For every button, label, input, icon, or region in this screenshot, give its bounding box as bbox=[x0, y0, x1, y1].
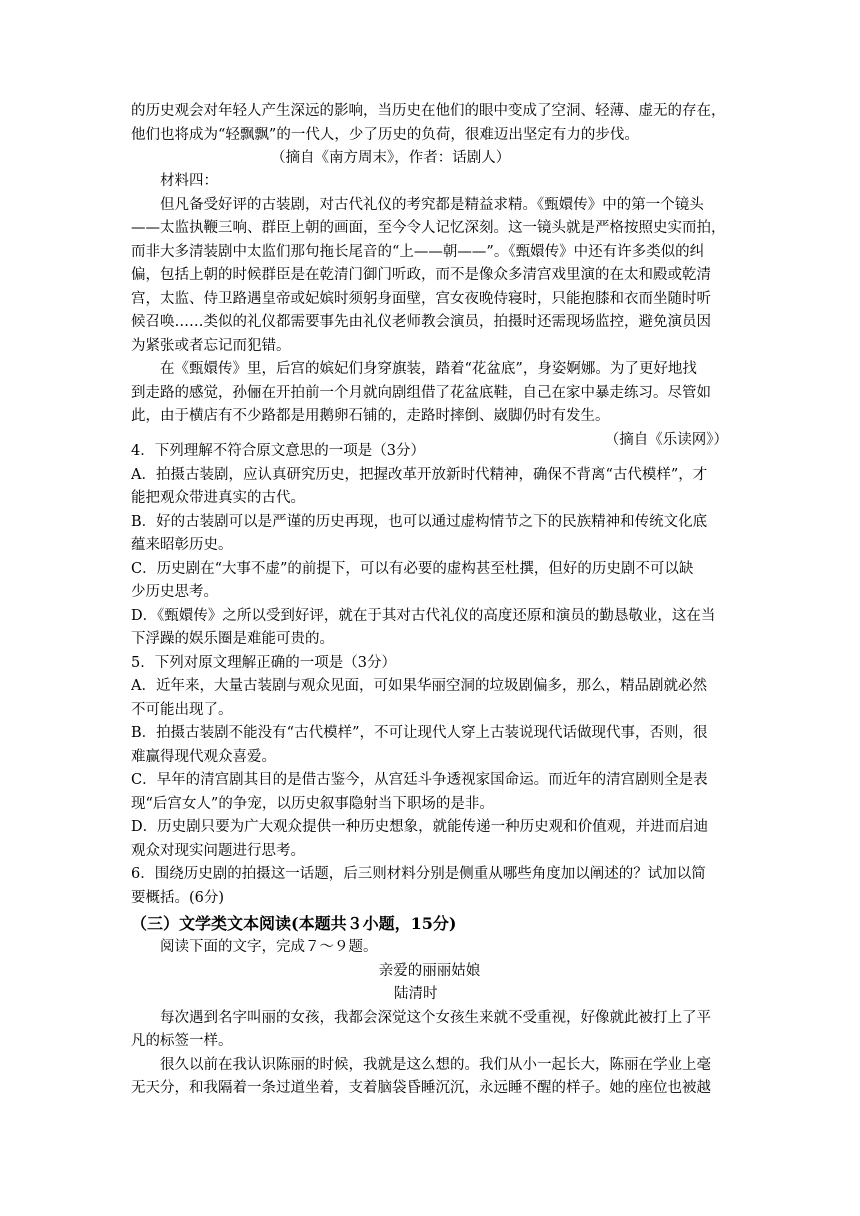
question-line: 4．下列理解不符合原文意思的一项是（3分） bbox=[131, 443, 425, 459]
intro-passage bbox=[131, 100, 728, 171]
question-line: 要概括。(6分) bbox=[131, 889, 225, 906]
text-line: 偏，包括上朝的时候群臣是在乾清门御门听政，而不是像众多清宫戏里演的在太和殿或乾清 bbox=[131, 267, 711, 283]
question-line: 下浮躁的娱乐圈是难能可贵的。 bbox=[131, 631, 334, 647]
literary-passage bbox=[131, 936, 728, 1101]
text-line: 无天分，和我隔着一条过道坐着，支着脑袋昏睡沉沉，永远睡不醒的样子。她的座位也被越 bbox=[131, 1080, 711, 1096]
text-line: 在《甄嬛传》里，后宫的嫔妃们身穿旗装，踏着“花盆底”，身姿婀娜。为了更好地找 bbox=[160, 361, 697, 377]
question-line: 难赢得现代观众喜爱。 bbox=[131, 748, 276, 765]
source-citation: （摘自《南方周末》，作者：话剧人） bbox=[271, 150, 511, 166]
question-line: D．《甄嬛传》之所以受到好评，就在于其对古代礼仪的高度还原和演员的勤恳敬业，这在当 bbox=[131, 607, 716, 624]
material-label: 材料四： bbox=[160, 173, 218, 189]
text-line: 此，由于横店有不少路都是用鹅卵石铺的，走路时摔倒、崴脚仍时有发生。 bbox=[131, 408, 610, 424]
question-line: 6．围绕历史剧的拍摄这一话题，后三则材料分别是侧重从哪些角度加以阐述的？试加以简 bbox=[131, 866, 706, 882]
text-line: ——太监执鞭三响、群臣上朝的画面，至今令人记忆深刻。这一镜头就是严格按照史实而拍， bbox=[131, 220, 726, 236]
text-line: 宫，太监、侍卫路遇皇帝或妃嫔时须躬身面壁，宫女夜晚侍寝时，只能抱膝和衣而坐随时听 bbox=[131, 290, 711, 307]
story-author: 陆清时 bbox=[394, 986, 438, 1002]
question-line: A．拍摄古装剧，应认真研究历史，把握改革开放新时代精神，确保不背离“古代模样”，才 bbox=[131, 466, 708, 483]
question-line: 蕴来昭彰历史。 bbox=[131, 537, 233, 553]
text-line: 的历史观会对年轻人产生深远的影响，当历史在他们的眼中变成了空洞、轻薄、虚无的存在， bbox=[131, 103, 726, 119]
question-line: A．近年来，大量古装剧与观众见面，可如果华丽空洞的垃圾剧偏多，那么，精品剧就必然 bbox=[131, 678, 707, 694]
text-line: 候召唤……类似的礼仪都需要事先由礼仪老师教会演员，拍摄时还需现场监控，避免演员因 bbox=[131, 314, 711, 330]
question-line: 能把观众带进真实的古代。 bbox=[131, 490, 305, 506]
text-line: 但凡备受好评的古装剧，对古代礼仪的考究都是精益求精。《甄嬛传》中的第一个镜头 bbox=[160, 196, 704, 213]
question-line: C．历史剧在“大事不虚”的前提下，可以有必要的虚构甚至杜撰，但好的历史剧不可以缺 bbox=[131, 560, 694, 577]
material-four bbox=[131, 170, 728, 452]
section-heading: （三）文学类文本阅读(本题共３小题，15分) bbox=[131, 914, 457, 933]
text-line: 到走路的感觉，孙俪在开拍前一个月就向剧组借了花盆底鞋，自己在家中暴走练习。尽管如 bbox=[131, 384, 711, 401]
question-line: 现“后宫女人”的争宠，以历史叙事隐射当下职场的是非。 bbox=[131, 795, 494, 812]
question-line: B．拍摄古装剧不能没有“古代模样”，不可让现代人穿上古装说现代话做现代事，否则，很 bbox=[131, 725, 708, 741]
questions-block bbox=[131, 440, 728, 910]
question-line: 5．下列对原文理解正确的一项是（3分） bbox=[131, 654, 396, 671]
question-line: 少历史思考。 bbox=[131, 584, 218, 600]
question-line: B．好的古装剧可以是严谨的历史再现，也可以通过虚构情节之下的民族精神和传统文化底 bbox=[131, 513, 708, 530]
text-line: 很久以前在我认识陈丽的时候，我就是这么想的。我们从小一起长大，陈丽在学业上毫 bbox=[160, 1056, 711, 1073]
text-line: 他们也将成为“轻飘飘”的一代人，少了历史的负荷，很难迈出坚定有力的步伐。 bbox=[131, 126, 639, 143]
text-line: 凡的标签一样。 bbox=[131, 1033, 233, 1049]
question-line: 不可能出现了。 bbox=[131, 701, 233, 718]
question-line: 观众对现实问题进行思考。 bbox=[131, 842, 305, 859]
text-line: 为紧张或者忘记而犯错。 bbox=[131, 337, 291, 354]
question-line: D．历史剧只要为广大观众提供一种历史想象，就能传递一种历史观和价值观，并进而启迪 bbox=[131, 819, 709, 835]
question-line: C．早年的清宫剧其目的是借古鉴今，从宫廷斗争透视家国命运。而近年的清宫剧则全是表 bbox=[131, 772, 708, 788]
story-title: 亲爱的丽丽姑娘 bbox=[378, 962, 481, 979]
instruction-line: 阅读下面的文字，完成７～９题。 bbox=[160, 939, 378, 955]
text-line: 每次遇到名字叫丽的女孩，我都会深觉这个女孩生来就不受重视，好像就此被打上了平 bbox=[160, 1009, 711, 1026]
source-citation: （摘自《乐读网》） bbox=[604, 431, 728, 448]
text-line: 而非大多清装剧中太监们那句拖长尾音的“上——朝——”。《甄嬛传》中还有许多类似的纠 bbox=[131, 243, 705, 260]
